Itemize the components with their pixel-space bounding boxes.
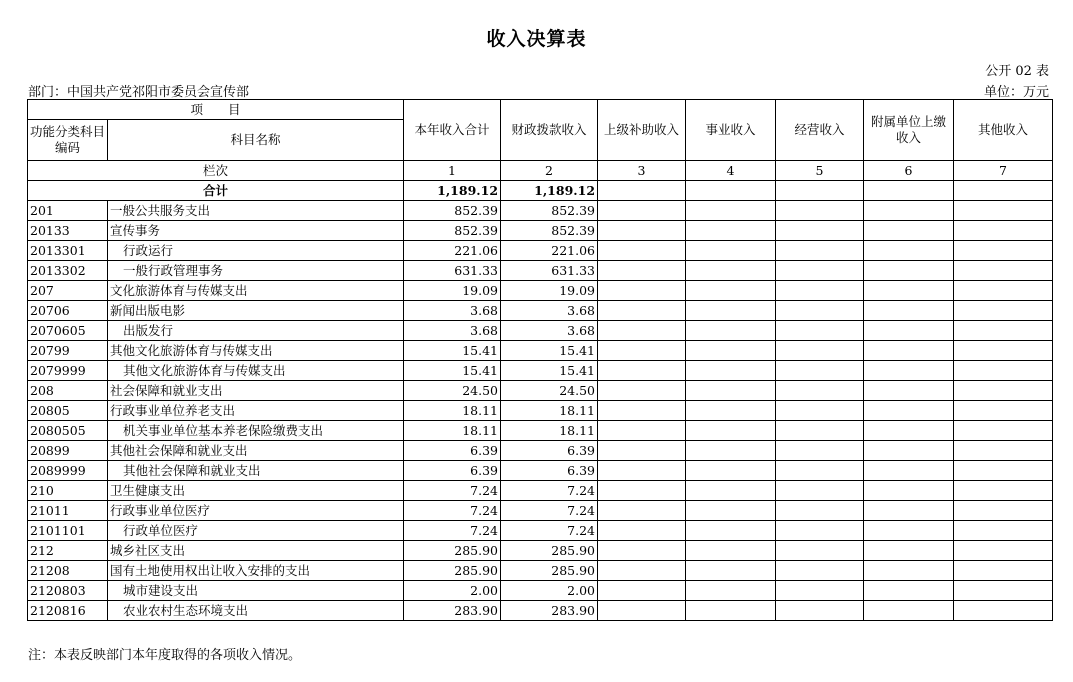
column-index: 5 (776, 161, 864, 181)
empty-cell (598, 281, 686, 301)
func-code-cell: 20899 (28, 441, 108, 461)
empty-cell (598, 401, 686, 421)
empty-cell (686, 481, 776, 501)
table-row (28, 401, 1053, 421)
func-code-cell: 2120816 (28, 601, 108, 621)
table-row (28, 441, 1053, 461)
fiscal-income-cell: 285.90 (501, 541, 598, 561)
empty-cell (864, 561, 954, 581)
func-code-cell: 208 (28, 381, 108, 401)
empty-cell (776, 221, 864, 241)
subject-name-cell: 社会保障和就业支出 (108, 381, 404, 401)
fiscal-income-cell: 3.68 (501, 301, 598, 321)
func-code-cell: 201 (28, 201, 108, 221)
empty-cell (864, 341, 954, 361)
func-code-cell: 21208 (28, 561, 108, 581)
empty-cell (598, 241, 686, 261)
income-total-cell: 7.24 (404, 501, 501, 521)
empty-cell (686, 261, 776, 281)
header-row-1 (28, 100, 1053, 120)
empty-cell (864, 601, 954, 621)
income-total-cell: 285.90 (404, 561, 501, 581)
empty-cell (598, 341, 686, 361)
fiscal-income-cell: 24.50 (501, 381, 598, 401)
empty-cell (598, 581, 686, 601)
empty-cell (954, 601, 1053, 621)
fiscal-income-cell: 7.24 (501, 521, 598, 541)
subject-name-cell: 新闻出版电影 (108, 301, 404, 321)
empty-cell (776, 301, 864, 321)
empty-cell (864, 441, 954, 461)
func-code-cell: 20133 (28, 221, 108, 241)
header-col-business: 事业收入 (686, 100, 776, 161)
fiscal-income-cell: 3.68 (501, 321, 598, 341)
empty-cell (686, 341, 776, 361)
empty-cell (864, 401, 954, 421)
fiscal-income-cell: 852.39 (501, 221, 598, 241)
empty-cell (686, 581, 776, 601)
empty-cell (598, 321, 686, 341)
empty-cell (598, 381, 686, 401)
empty-cell (864, 301, 954, 321)
empty-cell (598, 601, 686, 621)
empty-cell (954, 361, 1053, 381)
fiscal-income-cell: 631.33 (501, 261, 598, 281)
empty-cell (776, 481, 864, 501)
empty-cell (954, 321, 1053, 341)
empty-cell (598, 421, 686, 441)
empty-cell (776, 561, 864, 581)
empty-cell (864, 541, 954, 561)
empty-cell (954, 441, 1053, 461)
empty-cell (598, 181, 686, 201)
empty-cell (776, 541, 864, 561)
empty-cell (686, 281, 776, 301)
empty-cell (686, 541, 776, 561)
fiscal-income-cell: 18.11 (501, 401, 598, 421)
total-fiscal-value: 1,189.12 (501, 181, 598, 201)
column-index: 2 (501, 161, 598, 181)
empty-cell (598, 221, 686, 241)
empty-cell (864, 321, 954, 341)
subject-name-cell: 出版发行 (108, 321, 404, 341)
subject-name-cell: 宣传事务 (108, 221, 404, 241)
table-row (28, 561, 1053, 581)
empty-cell (954, 561, 1053, 581)
empty-cell (686, 561, 776, 581)
subject-name-cell: 农业农村生态环境支出 (108, 601, 404, 621)
fiscal-income-cell: 2.00 (501, 581, 598, 601)
table-row (28, 301, 1053, 321)
empty-cell (686, 461, 776, 481)
form-code: 公开 02 表 (985, 64, 1049, 79)
empty-cell (954, 481, 1053, 501)
column-index: 3 (598, 161, 686, 181)
fiscal-income-cell: 6.39 (501, 461, 598, 481)
empty-cell (864, 461, 954, 481)
total-income-value: 1,189.12 (404, 181, 501, 201)
func-code-cell: 212 (28, 541, 108, 561)
empty-cell (864, 581, 954, 601)
func-code-cell: 20706 (28, 301, 108, 321)
func-code-cell: 20799 (28, 341, 108, 361)
subject-name-cell: 其他社会保障和就业支出 (108, 461, 404, 481)
column-index: 4 (686, 161, 776, 181)
empty-cell (686, 521, 776, 541)
empty-cell (776, 201, 864, 221)
subject-name-cell: 一般行政管理事务 (108, 261, 404, 281)
column-index-label: 栏次 (28, 161, 404, 181)
empty-cell (864, 501, 954, 521)
column-index: 6 (864, 161, 954, 181)
total-row (28, 181, 1053, 201)
table-row (28, 381, 1053, 401)
empty-cell (954, 581, 1053, 601)
subject-name-cell: 其他社会保障和就业支出 (108, 441, 404, 461)
table-row (28, 461, 1053, 481)
subject-name-cell: 城市建设支出 (108, 581, 404, 601)
column-index-row (28, 161, 1053, 181)
income-total-cell: 631.33 (404, 261, 501, 281)
empty-cell (686, 501, 776, 521)
income-total-cell: 6.39 (404, 441, 501, 461)
subject-name-cell: 行政事业单位医疗 (108, 501, 404, 521)
empty-cell (954, 381, 1053, 401)
fiscal-income-cell: 221.06 (501, 241, 598, 261)
subject-name-cell: 行政单位医疗 (108, 521, 404, 541)
empty-cell (864, 481, 954, 501)
func-code-cell: 2120803 (28, 581, 108, 601)
func-code-cell: 207 (28, 281, 108, 301)
empty-cell (598, 561, 686, 581)
empty-cell (686, 441, 776, 461)
subject-name-cell: 城乡社区支出 (108, 541, 404, 561)
empty-cell (776, 181, 864, 201)
fiscal-income-cell: 15.41 (501, 341, 598, 361)
empty-cell (686, 421, 776, 441)
empty-cell (864, 521, 954, 541)
income-total-cell: 2.00 (404, 581, 501, 601)
empty-cell (954, 261, 1053, 281)
empty-cell (776, 581, 864, 601)
income-total-cell: 285.90 (404, 541, 501, 561)
fiscal-income-cell: 7.24 (501, 501, 598, 521)
empty-cell (598, 361, 686, 381)
table-row (28, 421, 1053, 441)
income-total-cell: 852.39 (404, 221, 501, 241)
empty-cell (686, 221, 776, 241)
table-row (28, 521, 1053, 541)
income-total-cell: 6.39 (404, 461, 501, 481)
func-code-cell: 2080505 (28, 421, 108, 441)
header-subject-name: 科目名称 (108, 120, 404, 161)
subject-name-cell: 机关事业单位基本养老保险缴费支出 (108, 421, 404, 441)
func-code-cell: 2079999 (28, 361, 108, 381)
empty-cell (864, 281, 954, 301)
empty-cell (954, 461, 1053, 481)
subject-name-cell: 其他文化旅游体育与传媒支出 (108, 341, 404, 361)
func-code-cell: 2013302 (28, 261, 108, 281)
fiscal-income-cell: 852.39 (501, 201, 598, 221)
income-total-cell: 18.11 (404, 421, 501, 441)
table-row (28, 601, 1053, 621)
table-row (28, 361, 1053, 381)
empty-cell (954, 341, 1053, 361)
empty-cell (864, 381, 954, 401)
empty-cell (954, 541, 1053, 561)
empty-cell (954, 401, 1053, 421)
func-code-cell: 21011 (28, 501, 108, 521)
empty-cell (686, 301, 776, 321)
income-total-cell: 283.90 (404, 601, 501, 621)
fiscal-income-cell: 18.11 (501, 421, 598, 441)
fiscal-income-cell: 6.39 (501, 441, 598, 461)
table-note: 注：本表反映部门本年度取得的各项收入情况。 (28, 648, 302, 663)
empty-cell (864, 361, 954, 381)
subject-name-cell: 行政运行 (108, 241, 404, 261)
empty-cell (954, 201, 1053, 221)
empty-cell (686, 361, 776, 381)
empty-cell (864, 181, 954, 201)
empty-cell (776, 281, 864, 301)
income-total-cell: 221.06 (404, 241, 501, 261)
table-row (28, 261, 1053, 281)
fiscal-income-cell: 15.41 (501, 361, 598, 381)
func-code-cell: 2101101 (28, 521, 108, 541)
header-col-other: 其他收入 (954, 100, 1053, 161)
empty-cell (776, 321, 864, 341)
header-func-code: 功能分类科目编码 (28, 120, 108, 161)
income-total-cell: 7.24 (404, 481, 501, 501)
header-item: 项 目 (28, 100, 404, 120)
empty-cell (686, 381, 776, 401)
subject-name-cell: 一般公共服务支出 (108, 201, 404, 221)
header-col-fiscal: 财政拨款收入 (501, 100, 598, 161)
header-col-affiliated: 附属单位上缴收入 (864, 100, 954, 161)
unit-label: 单位：万元 (983, 85, 1049, 100)
subject-name-cell: 其他文化旅游体育与传媒支出 (108, 361, 404, 381)
empty-cell (776, 401, 864, 421)
empty-cell (864, 221, 954, 241)
empty-cell (686, 601, 776, 621)
report-title: 收入决算表 (486, 28, 587, 50)
empty-cell (598, 481, 686, 501)
table-row (28, 341, 1053, 361)
empty-cell (776, 461, 864, 481)
table-row (28, 481, 1053, 501)
empty-cell (954, 281, 1053, 301)
empty-cell (598, 441, 686, 461)
table-row (28, 501, 1053, 521)
table-row (28, 541, 1053, 561)
table-row (28, 321, 1053, 341)
header-col-operating: 经营收入 (776, 100, 864, 161)
empty-cell (686, 181, 776, 201)
empty-cell (776, 381, 864, 401)
table-row (28, 581, 1053, 601)
empty-cell (598, 521, 686, 541)
income-total-cell: 24.50 (404, 381, 501, 401)
empty-cell (954, 421, 1053, 441)
income-table (27, 99, 1053, 621)
table-row (28, 221, 1053, 241)
table-row (28, 241, 1053, 261)
func-code-cell: 20805 (28, 401, 108, 421)
empty-cell (598, 541, 686, 561)
income-total-cell: 19.09 (404, 281, 501, 301)
empty-cell (686, 241, 776, 261)
func-code-cell: 2070605 (28, 321, 108, 341)
empty-cell (954, 501, 1053, 521)
empty-cell (954, 221, 1053, 241)
total-label: 合计 (28, 181, 404, 201)
empty-cell (954, 521, 1053, 541)
empty-cell (598, 261, 686, 281)
empty-cell (864, 421, 954, 441)
fiscal-income-cell: 7.24 (501, 481, 598, 501)
fiscal-income-cell: 285.90 (501, 561, 598, 581)
func-code-cell: 210 (28, 481, 108, 501)
fiscal-income-cell: 19.09 (501, 281, 598, 301)
income-total-cell: 3.68 (404, 301, 501, 321)
table-row (28, 281, 1053, 301)
income-total-cell: 15.41 (404, 361, 501, 381)
empty-cell (776, 421, 864, 441)
header-col-superior: 上级补助收入 (598, 100, 686, 161)
income-total-cell: 15.41 (404, 341, 501, 361)
empty-cell (776, 521, 864, 541)
empty-cell (954, 301, 1053, 321)
income-total-cell: 18.11 (404, 401, 501, 421)
subject-name-cell: 文化旅游体育与传媒支出 (108, 281, 404, 301)
column-index: 7 (954, 161, 1053, 181)
empty-cell (776, 361, 864, 381)
empty-cell (776, 241, 864, 261)
empty-cell (598, 301, 686, 321)
empty-cell (598, 201, 686, 221)
department-label: 部门：中国共产党祁阳市委员会宣传部 (28, 85, 250, 100)
subject-name-cell: 行政事业单位养老支出 (108, 401, 404, 421)
fiscal-income-cell: 283.90 (501, 601, 598, 621)
empty-cell (776, 441, 864, 461)
table-row (28, 201, 1053, 221)
empty-cell (776, 601, 864, 621)
column-index: 1 (404, 161, 501, 181)
empty-cell (954, 241, 1053, 261)
income-total-cell: 3.68 (404, 321, 501, 341)
empty-cell (598, 501, 686, 521)
empty-cell (864, 201, 954, 221)
empty-cell (776, 261, 864, 281)
subject-name-cell: 国有土地使用权出让收入安排的支出 (108, 561, 404, 581)
empty-cell (954, 181, 1053, 201)
empty-cell (864, 241, 954, 261)
empty-cell (686, 401, 776, 421)
empty-cell (598, 461, 686, 481)
empty-cell (864, 261, 954, 281)
subject-name-cell: 卫生健康支出 (108, 481, 404, 501)
func-code-cell: 2013301 (28, 241, 108, 261)
empty-cell (686, 321, 776, 341)
empty-cell (776, 341, 864, 361)
empty-cell (686, 201, 776, 221)
income-total-cell: 7.24 (404, 521, 501, 541)
empty-cell (776, 501, 864, 521)
header-col-total: 本年收入合计 (404, 100, 501, 161)
func-code-cell: 2089999 (28, 461, 108, 481)
income-total-cell: 852.39 (404, 201, 501, 221)
